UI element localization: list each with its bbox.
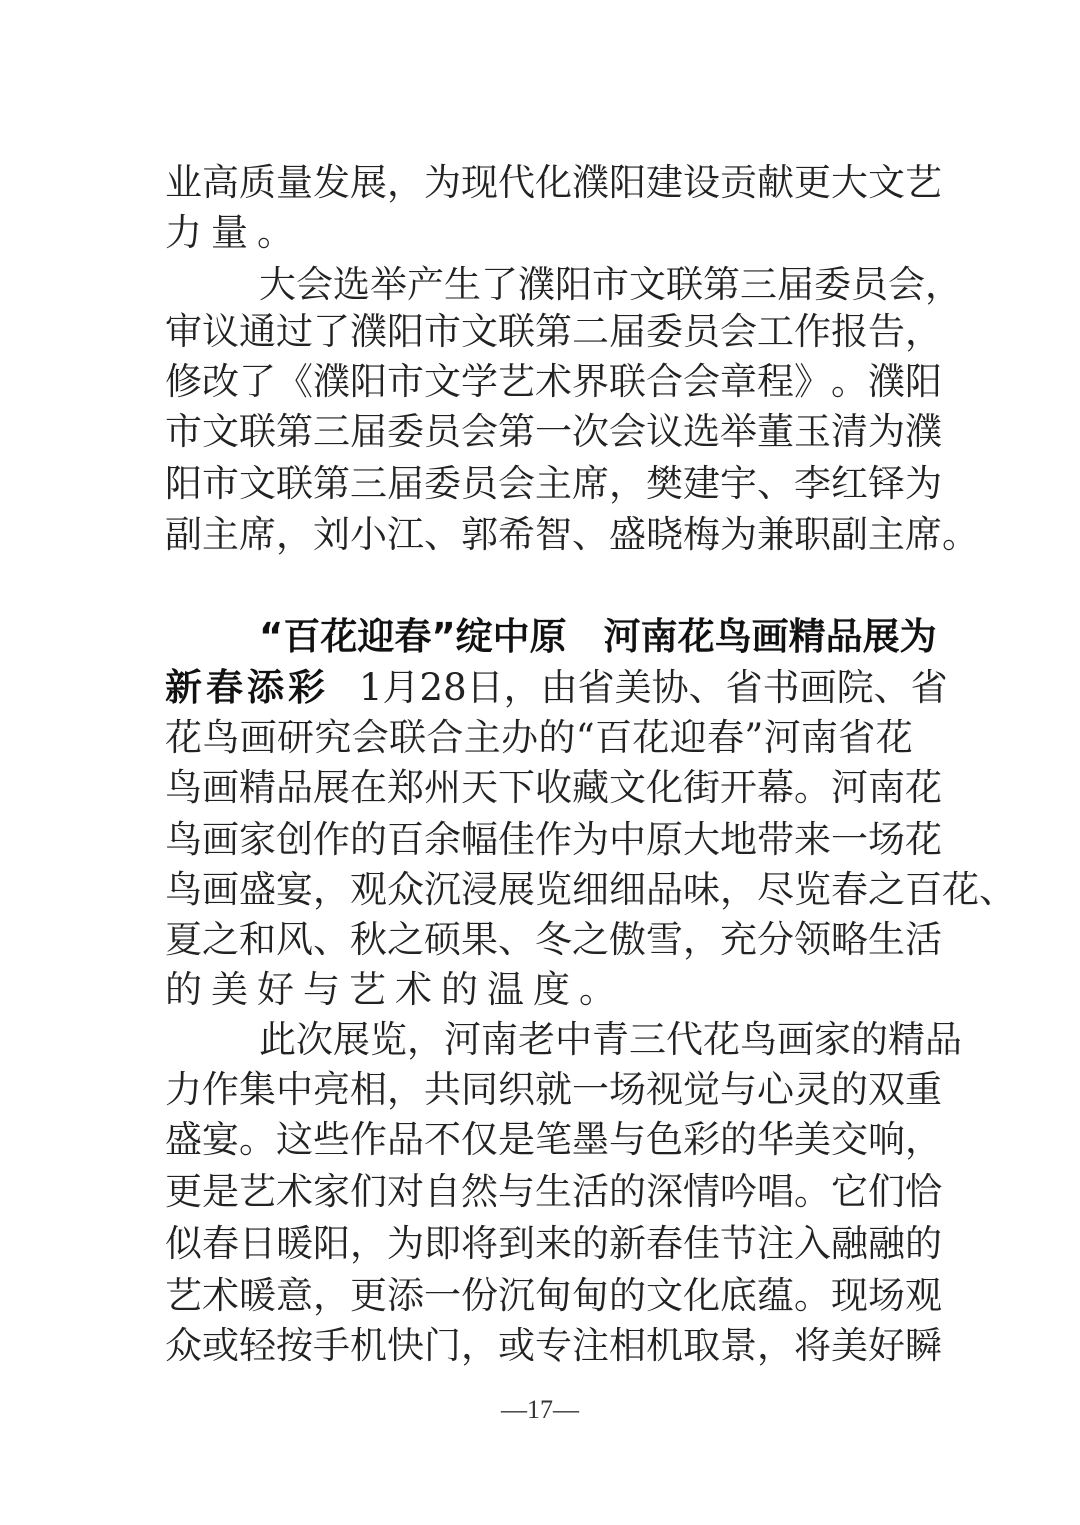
body-text-line: 鸟 画 盛 宴 ， 观 众 沉 浸 展 览 细 细 品 味 ， 尽 览 春 之 百 花 、 [165,868,1016,911]
body-text-line: 众 或 轻 按 手 机 快 门 ， 或 专 注 相 机 取 景 ， 将 美 好 瞬 [165,1324,942,1367]
body-text-line: 阳 市 文 联 第 三 届 委 员 会 主 席 ， 樊 建 宇 、 李 红 铎 为 [165,462,942,505]
body-text-line: 业 高 质 量 发 展 ， 为 现 代 化 濮 阳 建 设 贡 献 更 大 文 艺 [165,161,942,204]
body-text-line: 鸟 画 精 品 展 在 郑 州 天 下 收 藏 文 化 街 开 幕 。 河 南 花 [165,766,942,809]
body-text-line: 修 改 了 《 濮 阳 市 文 学 艺 术 界 联 合 会 章 程 》 。 濮 阳 [165,360,942,403]
body-text-line: 力量。 [165,211,303,254]
body-text-run: 1 月 2 8 日 ， 由 省 美 协 、 省 书 画 院 、 省 [359,666,948,709]
body-text-line: 更 是 艺 术 家 们 对 自 然 与 生 活 的 深 情 吟 唱 。 它 们 恰 [165,1170,942,1213]
body-text-line: 花 鸟 画 研 究 会 联 合 主 办 的 “ 百 花 迎 春 ” 河 南 省 花 [165,716,913,759]
news-headline-end: 新春添彩 [165,666,329,709]
body-text-line: 力 作 集 中 亮 相 ， 共 同 织 就 一 场 视 觉 与 心 灵 的 双 重 [165,1068,942,1111]
body-text-line: 副 主 席 ， 刘 小 江 、 郭 希 智 、 盛 晓 梅 为 兼 职 副 主 席 。 [165,513,979,556]
body-text-line: 此 次 展 览 ， 河 南 老 中 青 三 代 花 鸟 画 家 的 精 品 [259,1018,962,1061]
headline-continuation-line [165,663,948,713]
body-text-line: 夏 之 和 风 、 秋 之 硕 果 、 冬 之 傲 雪 ， 充 分 领 略 生 活 [165,918,942,961]
body-text-line: 审 议 通 过 了 濮 阳 市 文 联 第 二 届 委 员 会 工 作 报 告 ， [165,310,942,353]
body-text-line: 似 春 日 暖 阳 ， 为 即 将 到 来 的 新 春 佳 节 注 入 融 融 的 [165,1222,942,1265]
body-text-line: 市 文 联 第 三 届 委 员 会 第 一 次 会 议 选 举 董 玉 清 为 濮 [165,410,942,453]
body-text-line: 盛 宴 。 这 些 作 品 不 仅 是 笔 墨 与 色 彩 的 华 美 交 响 ， [165,1118,942,1161]
body-text-line: 的美好与艺术的温度。 [165,968,625,1011]
page-number: —17— [501,1395,579,1424]
body-text-line: 艺 术 暖 意 ， 更 添 一 份 沉 甸 甸 的 文 化 底 蕴 。 现 场 观 [165,1274,942,1317]
body-text-line: 鸟 画 家 创 作 的 百 余 幅 佳 作 为 中 原 大 地 带 来 一 场 花 [165,818,942,861]
news-headline: “ 百 花 迎 春 ” 绽 中 原 河 南 花 鸟 画 精 品 展 为 [259,615,937,658]
body-text-line: 大 会 选 举 产 生 了 濮 阳 市 文 联 第 三 届 委 员 会 ， [259,263,962,306]
